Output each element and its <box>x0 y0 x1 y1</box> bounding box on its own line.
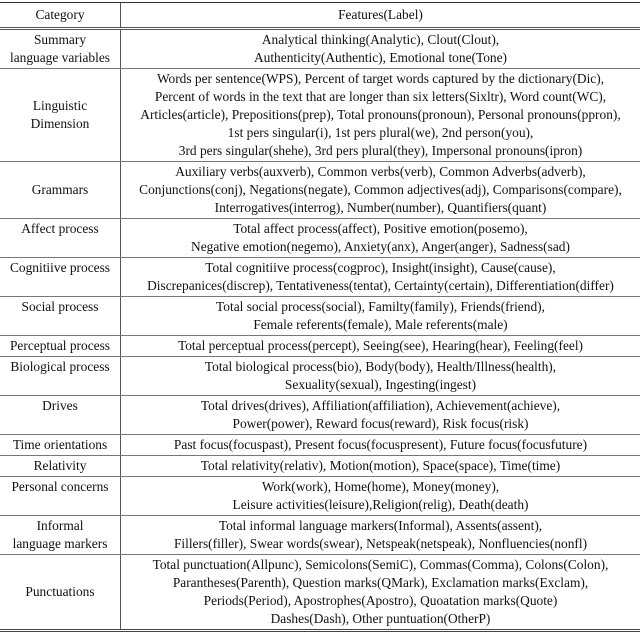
category-label-line: Time orientations <box>2 436 118 454</box>
category-label-line: Grammars <box>2 181 118 199</box>
table-row <box>0 456 640 477</box>
feature-line: Total informal language markers(Informal), Assents(assent), <box>123 517 638 535</box>
features-cell <box>121 258 640 297</box>
feature-line: Negative emotion(negemo), Anxiety(anx), Anger(anger), Sadness(sad) <box>123 238 638 256</box>
feature-line: Parantheses(Parenth), Question marks(QMark), Exclamation marks(Exclam), <box>123 574 638 592</box>
category-cell <box>0 516 121 555</box>
features-cell <box>121 456 640 477</box>
feature-line: 3rd pers singular(shehe), 3rd pers plural(they), Impersonal pronouns(ipron) <box>123 142 638 160</box>
table-body <box>0 29 640 631</box>
features-cell <box>121 555 640 631</box>
feature-line: Work(work), Home(home), Money(money), <box>123 478 638 496</box>
feature-line: Dashes(Dash), Other puntuation(OtherP) <box>123 610 638 628</box>
feature-line: Interrogatives(interrog), Number(number), Quantifiers(quant) <box>123 199 638 217</box>
feature-line: Discrepanices(discrep), Tentativeness(tentat), Certainty(certain), Differentiation(differ) <box>123 277 638 295</box>
feature-line: Female referents(female), Male referents(male) <box>123 316 638 334</box>
feature-line: Total biological process(bio), Body(body), Health/Illness(health), <box>123 358 638 376</box>
table-row <box>0 219 640 258</box>
category-label-line: Perceptual process <box>2 337 118 355</box>
features-cell <box>121 297 640 336</box>
feature-line: Power(power), Reward focus(reward), Risk focus(risk) <box>123 415 638 433</box>
table-row <box>0 258 640 297</box>
feature-line: Total social process(social), Familty(family), Friends(friend), <box>123 298 638 316</box>
feature-line: Total cognitiive process(cogproc), Insight(insight), Cause(cause), <box>123 259 638 277</box>
feature-line: Total punctuation(Allpunc), Semicolons(SemiC), Commas(Comma), Colons(Colon), <box>123 556 638 574</box>
features-cell <box>121 162 640 219</box>
table-row <box>0 69 640 162</box>
category-label-line: Punctuations <box>2 583 118 601</box>
header-category: Category <box>0 3 121 29</box>
table-row <box>0 162 640 219</box>
features-cell <box>121 69 640 162</box>
category-label-line: Linguistic <box>2 97 118 115</box>
features-cell <box>121 477 640 516</box>
feature-line: Percent of words in the text that are longer than six letters(Sixltr), Word count(WC), <box>123 88 638 106</box>
feature-line: Fillers(filler), Swear words(swear), Netspeak(netspeak), Nonfluencies(nonfl) <box>123 535 638 553</box>
category-cell <box>0 258 121 297</box>
category-label-line: Biological process <box>2 358 118 376</box>
features-cell <box>121 357 640 396</box>
features-cell <box>121 516 640 555</box>
category-label-line: language markers <box>2 535 118 553</box>
features-cell <box>121 435 640 456</box>
table-row <box>0 29 640 69</box>
category-cell <box>0 435 121 456</box>
features-cell <box>121 396 640 435</box>
category-label-line: Affect process <box>2 220 118 238</box>
category-cell <box>0 357 121 396</box>
feature-line: Auxiliary verbs(auxverb), Common verbs(verb), Common Adverbs(adverb), <box>123 163 638 181</box>
feature-line: Articles(article), Prepositions(prep), Total pronouns(pronoun), Personal pronouns(ppron), <box>123 106 638 124</box>
feature-line: Analytical thinking(Analytic), Clout(Clout), <box>123 31 638 49</box>
liwc-feature-table <box>0 2 640 632</box>
feature-line: Leisure activities(leisure),Religion(relig), Death(death) <box>123 496 638 514</box>
header-features: Features(Label) <box>121 3 640 29</box>
header-row <box>0 3 640 29</box>
category-label-line: language variables <box>2 49 118 67</box>
table-row <box>0 477 640 516</box>
category-cell <box>0 297 121 336</box>
category-cell <box>0 336 121 357</box>
table-row <box>0 336 640 357</box>
feature-line: Periods(Period), Apostrophes(Apostro), Quoatation marks(Quote) <box>123 592 638 610</box>
features-cell <box>121 29 640 69</box>
feature-line: Authenticity(Authentic), Emotional tone(Tone) <box>123 49 638 67</box>
feature-line: Words per sentence(WPS), Percent of target words captured by the dictionary(Dic), <box>123 70 638 88</box>
features-cell <box>121 219 640 258</box>
category-label-line: Relativity <box>2 457 118 475</box>
feature-line: Sexuality(sexual), Ingesting(ingest) <box>123 376 638 394</box>
category-cell <box>0 69 121 162</box>
table-row <box>0 555 640 631</box>
category-cell <box>0 219 121 258</box>
feature-line: Total affect process(affect), Positive emotion(posemo), <box>123 220 638 238</box>
category-label-line: Cognitiive process <box>2 259 118 277</box>
table-row <box>0 435 640 456</box>
category-label-line: Social process <box>2 298 118 316</box>
category-cell <box>0 29 121 69</box>
table-row <box>0 297 640 336</box>
category-label-line: Drives <box>2 397 118 415</box>
feature-line: Total drives(drives), Affiliation(affiliation), Achievement(achieve), <box>123 397 638 415</box>
category-label-line: Informal <box>2 517 118 535</box>
category-label-line: Dimension <box>2 115 118 133</box>
table-row <box>0 357 640 396</box>
table-row <box>0 396 640 435</box>
feature-line: Conjunctions(conj), Negations(negate), Common adjectives(adj), Comparisons(compare), <box>123 181 638 199</box>
category-label-line: Personal concerns <box>2 478 118 496</box>
category-cell <box>0 477 121 516</box>
feature-line: 1st pers singular(i), 1st pers plural(we), 2nd person(you), <box>123 124 638 142</box>
category-cell <box>0 396 121 435</box>
features-cell <box>121 336 640 357</box>
category-cell <box>0 555 121 631</box>
feature-line: Total perceptual process(percept), Seeing(see), Hearing(hear), Feeling(feel) <box>123 337 638 355</box>
category-cell <box>0 162 121 219</box>
category-cell <box>0 456 121 477</box>
feature-line: Past focus(focuspast), Present focus(focuspresent), Future focus(focusfuture) <box>123 436 638 454</box>
feature-line: Total relativity(relativ), Motion(motion), Space(space), Time(time) <box>123 457 638 475</box>
category-label-line: Summary <box>2 31 118 49</box>
table-row <box>0 516 640 555</box>
